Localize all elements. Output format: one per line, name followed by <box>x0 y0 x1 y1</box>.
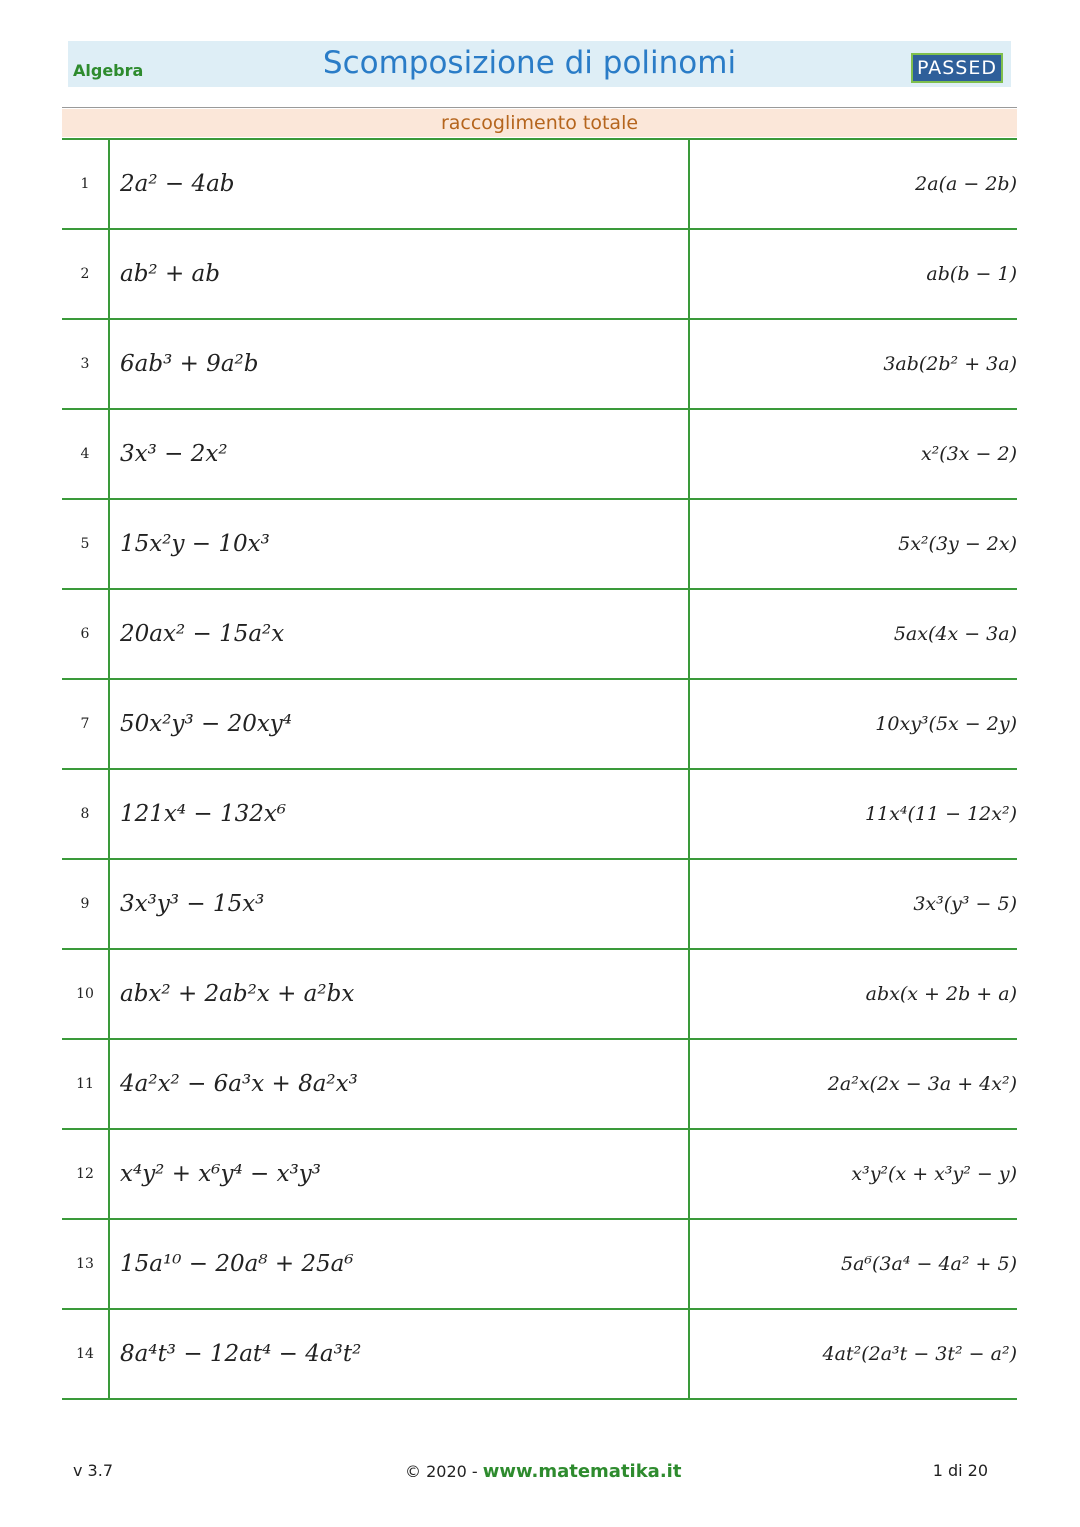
polynomial-expression: abx² + 2ab²x + a²bx <box>120 981 355 1007</box>
polynomial-expression: 15a¹⁰ − 20a⁸ + 25a⁶ <box>120 1251 354 1277</box>
column-divider <box>688 1220 690 1308</box>
table-row <box>62 1128 1017 1218</box>
factored-answer: 5a⁶(3a⁴ − 4a² + 5) <box>840 1253 1017 1275</box>
exercise-number: 4 <box>62 410 110 498</box>
section-divider <box>62 107 1017 108</box>
column-divider <box>688 950 690 1038</box>
polynomial-expression: 2a² − 4ab <box>120 171 235 197</box>
page-header <box>68 41 1011 87</box>
table-row <box>62 858 1017 948</box>
table-row <box>62 678 1017 768</box>
exercise-number: 14 <box>62 1310 110 1398</box>
polynomial-expression: x⁴y² + x⁶y⁴ − x³y³ <box>120 1161 322 1187</box>
table-row <box>62 948 1017 1038</box>
exercise-number: 11 <box>62 1040 110 1128</box>
status-badge: PASSED <box>911 53 1003 83</box>
polynomial-expression: 8a⁴t³ − 12at⁴ − 4a³t² <box>120 1341 362 1367</box>
table-row <box>62 588 1017 678</box>
table-row <box>62 138 1017 228</box>
factored-answer: x³y²(x + x³y² − y) <box>851 1163 1017 1185</box>
column-divider <box>688 590 690 678</box>
exercise-number: 3 <box>62 320 110 408</box>
table-row <box>62 1038 1017 1128</box>
table-row <box>62 318 1017 408</box>
exercise-number: 8 <box>62 770 110 858</box>
column-divider <box>688 230 690 318</box>
factored-answer: 10xy³(5x − 2y) <box>875 713 1017 735</box>
copyright-text: © 2020 - <box>405 1462 483 1481</box>
table-row <box>62 1218 1017 1308</box>
polynomial-expression: 121x⁴ − 132x⁶ <box>120 801 287 827</box>
factored-answer: 3ab(2b² + 3a) <box>883 353 1017 375</box>
polynomial-expression: 50x²y³ − 20xy⁴ <box>120 711 293 737</box>
factored-answer: 2a(a − 2b) <box>915 173 1017 195</box>
website-link[interactable]: www.matematika.it <box>482 1461 682 1482</box>
exercise-number: 12 <box>62 1130 110 1218</box>
column-divider <box>688 1040 690 1128</box>
exercise-number: 5 <box>62 500 110 588</box>
column-divider <box>688 770 690 858</box>
page-title: Scomposizione di polinomi <box>322 45 737 81</box>
exercise-number: 2 <box>62 230 110 318</box>
factored-answer: 5x²(3y − 2x) <box>898 533 1017 555</box>
page-footer <box>0 1461 1080 1485</box>
column-divider <box>688 320 690 408</box>
table-row <box>62 408 1017 498</box>
table-row <box>62 498 1017 588</box>
factored-answer: 2a²x(2x − 3a + 4x²) <box>827 1073 1017 1095</box>
factored-answer: 4at²(2a³t − 3t² − a²) <box>822 1343 1017 1365</box>
section-title: raccoglimento totale <box>62 109 1017 137</box>
exercise-number: 13 <box>62 1220 110 1308</box>
column-divider <box>688 1310 690 1398</box>
exercise-number: 7 <box>62 680 110 768</box>
exercise-number: 6 <box>62 590 110 678</box>
factored-answer: 5ax(4x − 3a) <box>893 623 1017 645</box>
polynomial-expression: 4a²x² − 6a³x + 8a²x³ <box>120 1071 358 1097</box>
column-divider <box>688 680 690 768</box>
table-row <box>62 228 1017 318</box>
polynomial-expression: ab² + ab <box>120 261 220 287</box>
exercise-table <box>62 138 1017 1400</box>
polynomial-expression: 3x³y³ − 15x³ <box>120 891 265 917</box>
version-label: v 3.7 <box>73 1461 113 1480</box>
table-row <box>62 768 1017 858</box>
exercise-number: 10 <box>62 950 110 1038</box>
column-divider <box>688 500 690 588</box>
factored-answer: ab(b − 1) <box>926 263 1017 285</box>
column-divider <box>688 410 690 498</box>
factored-answer: abx(x + 2b + a) <box>865 983 1017 1005</box>
factored-answer: 11x⁴(11 − 12x²) <box>864 803 1017 825</box>
factored-answer: 3x³(y³ − 5) <box>913 893 1017 915</box>
column-divider <box>688 1130 690 1218</box>
subject-label: Algebra <box>73 61 144 80</box>
factored-answer: x²(3x − 2) <box>920 443 1017 465</box>
exercise-number: 1 <box>62 140 110 228</box>
table-row <box>62 1308 1017 1400</box>
polynomial-expression: 15x²y − 10x³ <box>120 531 270 557</box>
copyright-notice <box>405 1461 681 1482</box>
polynomial-expression: 6ab³ + 9a²b <box>120 351 259 377</box>
polynomial-expression: 20ax² − 15a²x <box>120 621 285 647</box>
exercise-number: 9 <box>62 860 110 948</box>
page-number: 1 di 20 <box>932 1461 988 1480</box>
polynomial-expression: 3x³ − 2x² <box>120 441 228 467</box>
column-divider <box>688 140 690 228</box>
column-divider <box>688 860 690 948</box>
